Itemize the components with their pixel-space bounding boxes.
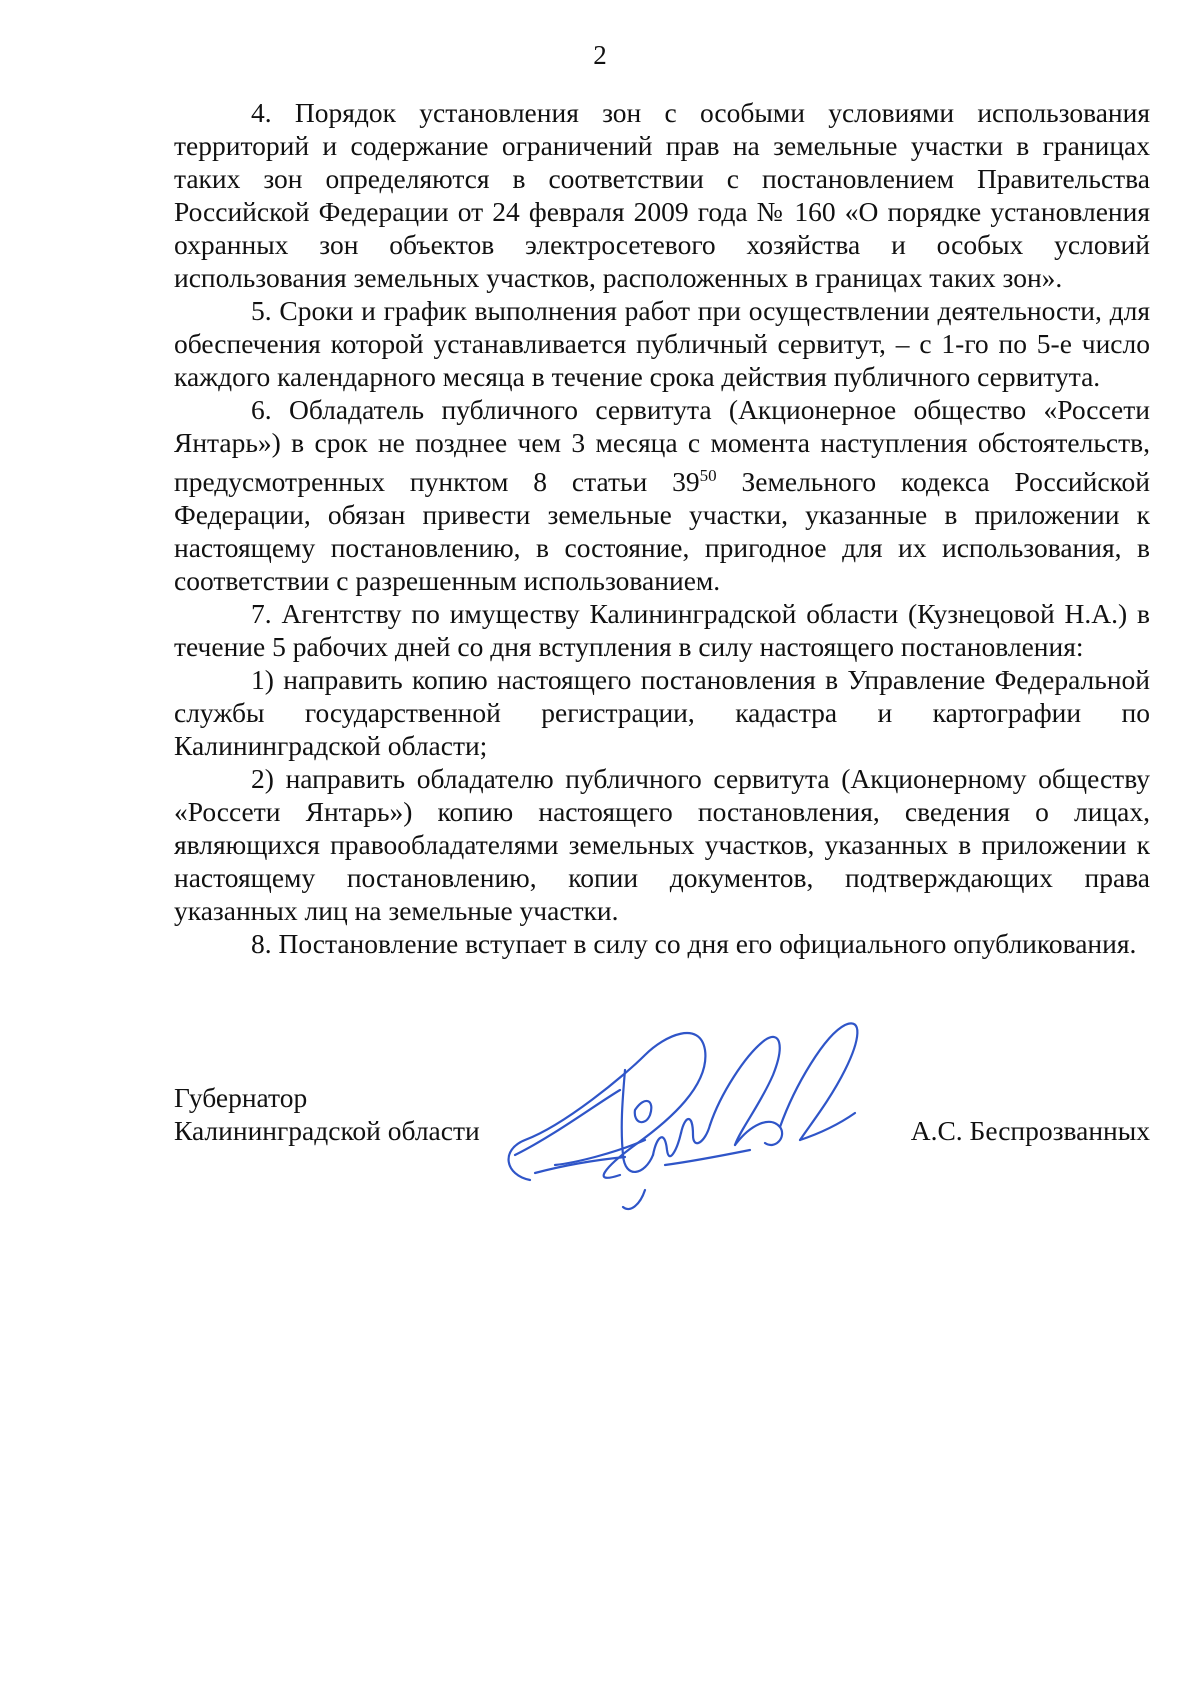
paragraph-text: направить копию настоящего постановления в Управление Федеральной службы государственной регистрации, кадастра и картографии по Калининградской области; — [174, 664, 1150, 762]
paragraph-number: 1) — [251, 664, 274, 696]
document-body — [174, 96, 1150, 960]
subparagraph-7-2 — [174, 762, 1150, 927]
signature-strokes — [509, 1023, 858, 1209]
paragraph-8 — [174, 927, 1150, 960]
paragraph-4 — [174, 96, 1150, 294]
paragraph-number: 5. — [251, 295, 272, 326]
signatory-title — [174, 1081, 480, 1147]
paragraph-number: 8. — [251, 928, 272, 960]
paragraph-text: направить обладателю публичного сервитута (Акционерному обществу «Россети Янтарь») копию настоящего постановления, сведения о лицах, являющихся правообладателями земельных участков, указанных в приложении к настоящему постановлению, копии документов, подтверждающих права указанных лиц на земельные участки. — [174, 763, 1150, 927]
paragraph-text: Агентству по имуществу Калининградской области (Кузнецовой Н.А.) в течение 5 рабочих дней со дня вступления в силу настоящего постановления: — [174, 598, 1151, 663]
paragraph-7 — [174, 597, 1150, 663]
paragraph-number: 6. — [251, 394, 272, 425]
paragraph-5 — [174, 294, 1150, 393]
page-number: 2 — [593, 40, 607, 70]
article-superscript: 50 — [699, 466, 717, 485]
handwritten-signature — [495, 1015, 885, 1225]
paragraph-text: Сроки и график выполнения работ при осуществлении деятельности, для обеспечения которой устанавливается публичный сервитут, – с 1-го по 5-е число каждого календарного месяца в течение срока действия публичного сервитута. — [174, 295, 1150, 392]
paragraph-number: 2) — [251, 763, 274, 795]
paragraph-number: 4. — [251, 97, 272, 128]
paragraph-text: Постановление вступает в силу со дня его официального опубликования. — [278, 928, 1137, 960]
paragraph-text: Обладатель публичного сервитута (Акционерное общество «Россети Янтарь») в срок не позднее чем 3 месяца с момента наступления обстоятельств, предусмотренных пунктом 8 статьи 39 — [174, 394, 1150, 498]
signatory-title-line2: Калининградской области — [174, 1115, 480, 1146]
signatory-name: А.С. Беспрозванных — [910, 1115, 1150, 1146]
paragraph-6 — [174, 393, 1150, 597]
paragraph-text: Порядок установления зон с особыми условиями использования территорий и содержание ограничений прав на земельные участки в границах таких зон определяются в соответствии с постановлением Правительства Российской Федерации от 24 февраля 2009 года № 160 «О порядке установления охранных зон объектов электросетевого хозяйства и особых условий использования земельных участков, расположенных в границах таких зон». — [174, 97, 1150, 293]
signatory-title-line1: Губернатор — [174, 1082, 308, 1113]
subparagraph-7-1 — [174, 663, 1150, 762]
paragraph-number: 7. — [251, 598, 272, 630]
paragraph-text-continued: Земельного кодекса Российской Федерации, обязан привести земельные участки, указанные в приложении к настоящему постановлению, в состояние, пригодное для их использования, в соответствии с разрешенным использованием. — [174, 466, 1150, 597]
